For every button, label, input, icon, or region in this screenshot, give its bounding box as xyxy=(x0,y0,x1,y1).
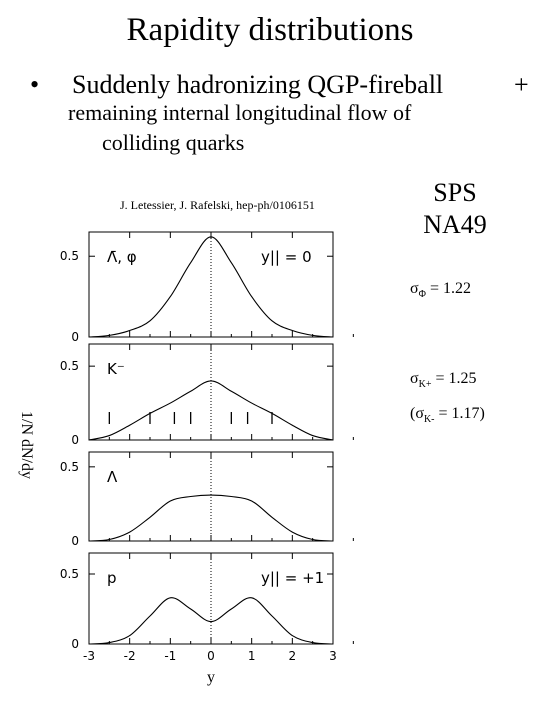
sigma-subscript: K+ xyxy=(418,379,432,391)
bullet-symbol: • xyxy=(30,70,40,99)
citation: J. Letessier, J. Rafelski, hep-ph/0106151 xyxy=(120,198,315,212)
x-tick-label: 0 xyxy=(207,649,215,663)
panel-annotation: y|| = +1 xyxy=(261,569,325,587)
experiment-label-sps: SPS xyxy=(433,178,477,207)
x-axis-title: y xyxy=(207,669,215,686)
y-tick-label: 0.5 xyxy=(59,459,79,474)
sigma-subscript: Φ xyxy=(418,289,426,301)
y-tick-label: 0 xyxy=(71,433,79,447)
slide-title: Rapidity distributions xyxy=(126,12,414,48)
sigma-value: = 1.17) xyxy=(434,405,485,422)
sub-bullet-line-2: colliding quarks xyxy=(102,130,245,155)
panel-label: K⁻ xyxy=(107,360,125,378)
sigma-symbol: σ xyxy=(410,280,419,297)
sigma-subscript: K- xyxy=(423,414,435,426)
panel-label: Λ̄, φ xyxy=(107,248,137,266)
panel-annotation: y|| = 0 xyxy=(261,248,312,266)
x-tick-label: -1 xyxy=(164,649,177,663)
y-tick-label: 0.5 xyxy=(59,567,79,581)
y-tick-label: 0.5 xyxy=(59,359,79,374)
x-tick-label: -2 xyxy=(123,649,136,663)
sigma-symbol: σ xyxy=(410,370,419,387)
x-tick-label: 2 xyxy=(288,649,297,663)
panel-label: Λ xyxy=(107,468,118,486)
sigma-symbol: (σ xyxy=(410,405,424,422)
experiment-label-na49: NA49 xyxy=(423,210,487,239)
y-tick-label: 0 xyxy=(71,330,79,344)
x-tick-label: 3 xyxy=(329,649,337,663)
x-tick-label: -3 xyxy=(83,649,95,663)
y-tick-label: 0 xyxy=(71,534,79,548)
bullet-text: Suddenly hadronizing QGP-fireball xyxy=(72,70,444,99)
y-tick-label: 0.5 xyxy=(59,249,79,264)
plus-mark: + xyxy=(514,70,529,99)
x-tick-label: 1 xyxy=(247,649,256,663)
sigma-value: = 1.22 xyxy=(425,280,471,297)
panel-label: p xyxy=(107,569,117,587)
sub-bullet-line-1: remaining internal longitudinal flow of xyxy=(68,100,412,125)
sigma-value: = 1.25 xyxy=(431,370,477,387)
y-axis-title: 1/N dN/dy xyxy=(18,411,35,479)
y-tick-label: 0 xyxy=(71,637,79,651)
